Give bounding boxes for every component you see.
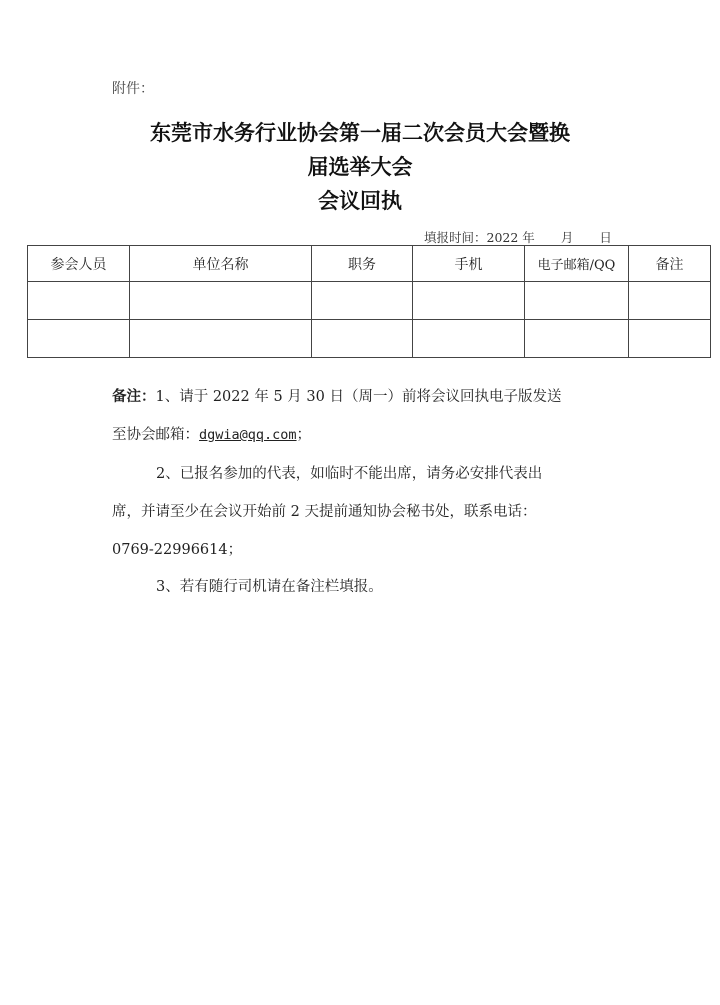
header-email-qq: 电子邮箱/QQ <box>525 246 629 282</box>
fill-date-month: 月 <box>560 230 574 245</box>
note-item-1-prefix: 至协会邮箱： <box>112 427 199 443</box>
email-link[interactable]: dgwia@qq.com <box>199 427 297 443</box>
fill-date-day: 日 <box>599 230 612 245</box>
notes-heading: 备注： <box>112 389 156 405</box>
header-attendee: 参会人员 <box>28 246 130 282</box>
attachment-label: 附件： <box>112 81 154 97</box>
table-cell[interactable] <box>312 320 413 358</box>
note-item-2-line-2: 席，并请至少在会议开始前 2 天提前通知协会秘书处，联系电话： <box>112 504 537 520</box>
table-header-row <box>28 246 711 282</box>
fill-date <box>424 228 612 246</box>
note-item-3: 3、若有随行司机请在备注栏填报。 <box>156 579 383 595</box>
table-cell[interactable] <box>413 320 525 358</box>
table-row <box>28 282 711 320</box>
table-cell[interactable] <box>130 320 312 358</box>
note-item-1-line-1 <box>112 385 561 406</box>
table-cell[interactable] <box>525 282 629 320</box>
table-cell[interactable] <box>525 320 629 358</box>
header-position: 职务 <box>312 246 413 282</box>
header-mobile: 手机 <box>413 246 525 282</box>
note-item-1-suffix: ； <box>296 427 312 443</box>
note-item-1-text: 1、请于 2022 年 5 月 30 日（周一）前将会议回执电子版发送 <box>155 389 562 405</box>
table-cell[interactable] <box>28 282 130 320</box>
fill-date-label: 填报时间： <box>424 230 487 245</box>
fill-date-year: 2022 年 <box>486 230 535 245</box>
table-cell[interactable] <box>28 320 130 358</box>
table-cell[interactable] <box>629 320 711 358</box>
note-item-2-line-3: 0769-22996614； <box>112 542 243 558</box>
note-item-2-line-1: 2、已报名参加的代表，如临时不能出席，请务必安排代表出 <box>156 466 543 482</box>
registration-table <box>27 245 711 358</box>
header-organization: 单位名称 <box>130 246 312 282</box>
title-line-3: 会议回执 <box>318 189 402 213</box>
title-line-2: 届选举大会 <box>307 155 413 179</box>
table-cell[interactable] <box>629 282 711 320</box>
table-cell[interactable] <box>130 282 312 320</box>
table-cell[interactable] <box>413 282 525 320</box>
table-cell[interactable] <box>312 282 413 320</box>
table-row <box>28 320 711 358</box>
note-item-1-line-2 <box>112 423 311 444</box>
header-remark: 备注 <box>629 246 711 282</box>
title-line-1: 东莞市水务行业协会第一届二次会员大会暨换 <box>150 121 570 145</box>
